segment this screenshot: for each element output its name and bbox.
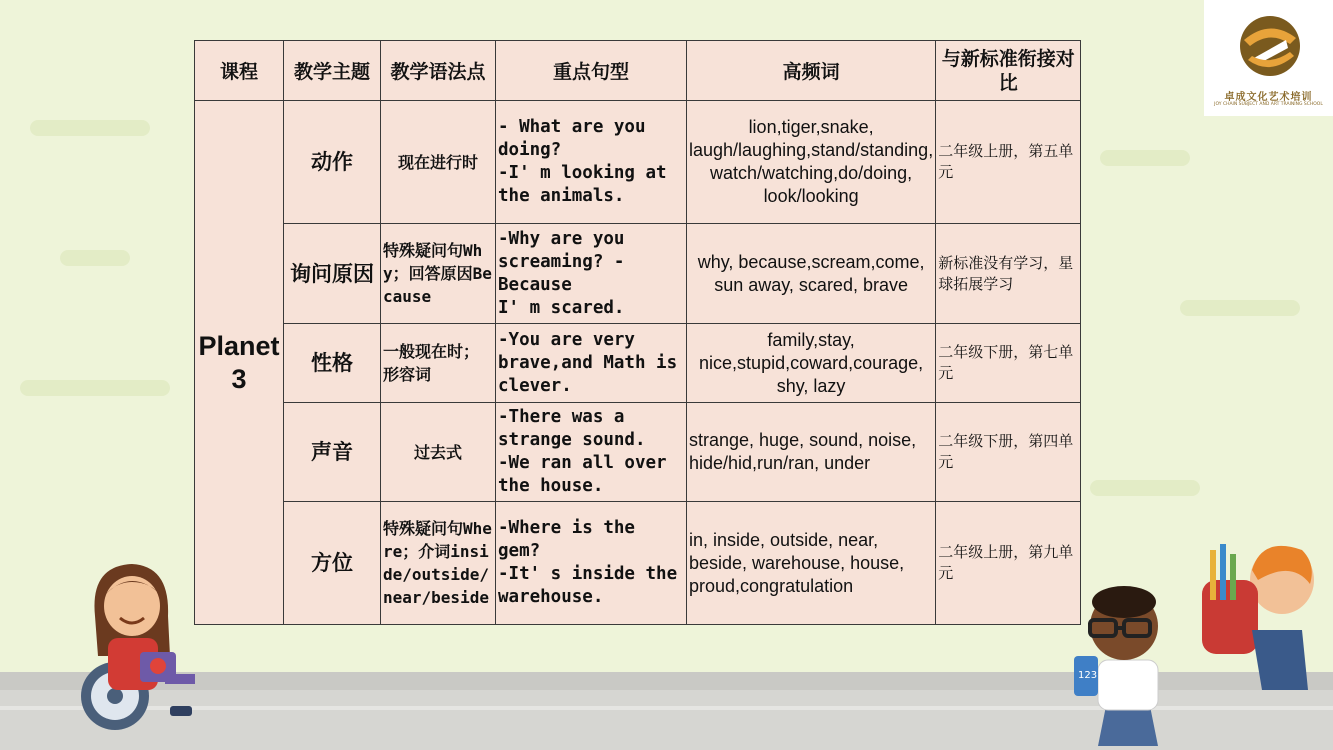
header-words: 高频词 — [687, 41, 936, 101]
row-words: strange, huge, sound, noise, hide/hid,run/ran, under — [687, 403, 936, 502]
svg-text:123: 123 — [1078, 670, 1098, 681]
course-table — [194, 40, 1081, 625]
row-sentences: -Why are you screaming? -Because I' m scared. — [496, 224, 687, 324]
row-words: in, inside, outside, near, beside, warehouse, house, proud,congratulation — [687, 502, 936, 625]
row-words: lion,tiger,snake, laugh/laughing,stand/standing, watch/watching,do/doing, look/looking — [687, 101, 936, 224]
row-words: family,stay, nice,stupid,coward,courage, shy, lazy — [687, 324, 936, 403]
row-compare: 二年级下册，第七单元 — [936, 324, 1081, 403]
row-grammar: 一般现在时；形容词 — [381, 324, 496, 403]
row-sentences: -Where is the gem? -It' s inside the warehouse. — [496, 502, 687, 625]
table-row — [195, 502, 1081, 625]
row-topic: 询问原因 — [284, 224, 381, 324]
row-compare: 二年级下册，第四单元 — [936, 403, 1081, 502]
logo-subtitle: JOY CHAIN SUBJECT AND ART TRAINING SCHOOL — [1214, 102, 1323, 107]
header-grammar: 教学语法点 — [381, 41, 496, 101]
header-course: 课程 — [195, 41, 284, 101]
row-topic: 性格 — [284, 324, 381, 403]
row-grammar: 特殊疑问句Where；介词inside/outside/near/beside — [381, 502, 496, 625]
row-compare: 二年级上册，第五单元 — [936, 101, 1081, 224]
header-compare: 与新标准衔接对比 — [936, 41, 1081, 101]
row-topic: 声音 — [284, 403, 381, 502]
row-grammar: 特殊疑问句Why；回答原因Because — [381, 224, 496, 324]
boy-with-glasses-illustration — [1068, 576, 1188, 748]
row-grammar: 现在进行时 — [381, 101, 496, 224]
row-topic: 方位 — [284, 502, 381, 625]
logo-title: 卓成文化艺术培训 — [1224, 92, 1313, 103]
row-compare: 二年级上册，第九单元 — [936, 502, 1081, 625]
table-row — [195, 324, 1081, 403]
boy-with-backpack-illustration — [1192, 540, 1322, 710]
row-grammar: 过去式 — [381, 403, 496, 502]
table-row — [195, 403, 1081, 502]
school-logo — [1204, 0, 1333, 116]
row-topic: 动作 — [284, 101, 381, 224]
table-row — [195, 224, 1081, 324]
row-compare: 新标准没有学习，星球拓展学习 — [936, 224, 1081, 324]
row-words: why, because,scream,come, sun away, scared, brave — [687, 224, 936, 324]
header-sentences: 重点句型 — [496, 41, 687, 101]
header-topic: 教学主题 — [284, 41, 381, 101]
course-name: Planet 3 — [195, 101, 284, 625]
girl-wheelchair-illustration — [70, 556, 200, 736]
row-sentences: -You are very brave,and Math is clever. — [496, 324, 687, 403]
row-sentences: - What are you doing? -I' m looking at the animals. — [496, 101, 687, 224]
logo-emblem-icon — [1204, 0, 1333, 90]
table-header-row — [195, 41, 1081, 101]
table-row — [195, 101, 1081, 224]
row-sentences: -There was a strange sound. -We ran all over the house. — [496, 403, 687, 502]
